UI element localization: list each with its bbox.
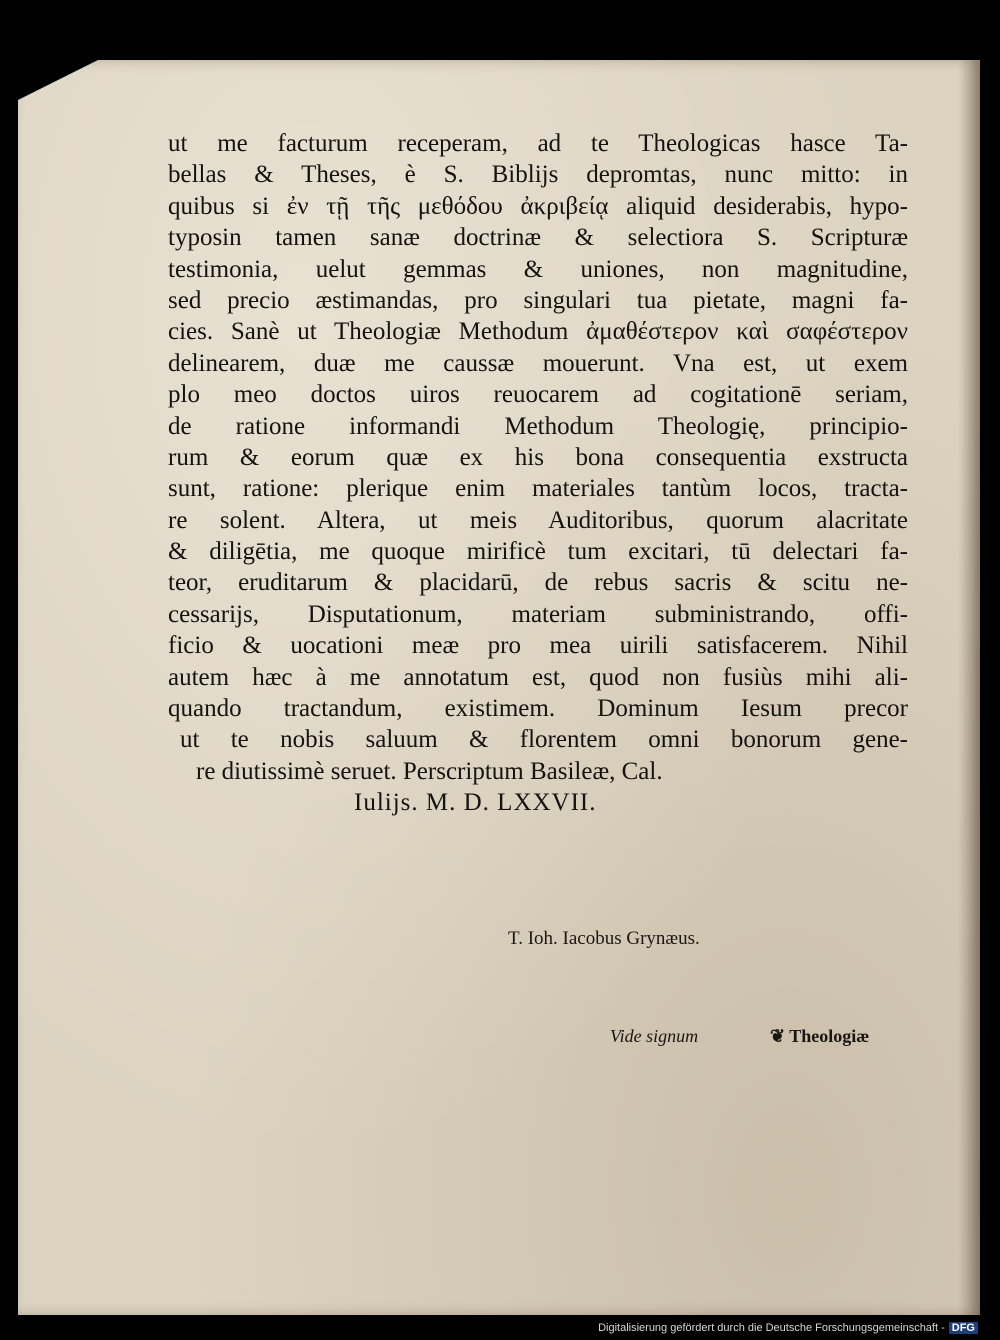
- text-line: de ratione informandi Methodum Theologię, principio-: [168, 412, 908, 440]
- digitization-credit: Digitalisierung gefördert durch die Deutsche Forschungsgemeinschaft - DFG: [598, 1322, 978, 1334]
- folded-page-corner: [18, 60, 98, 100]
- main-text: [168, 128, 908, 819]
- dfg-logo: DFG: [949, 1322, 978, 1334]
- text-line: re diutissimè seruet. Perscriptum Basileæ, Cal.: [196, 757, 663, 785]
- printer-mark-icon: ❦: [770, 1026, 790, 1046]
- text-line: ut me facturum receperam, ad te Theologicas hasce Ta-: [168, 130, 908, 157]
- text-line: & diligētia, me quoque mirificè tum excitari, tū delectari fa-: [168, 538, 908, 566]
- text-line: sed precio æstimandas, pro singulari tua pietate, magni fa-: [168, 286, 908, 314]
- text-line: teor, eruditarum & placidarū, de rebus sacris & scitu ne-: [168, 569, 908, 597]
- text-line: re solent. Altera, ut meis Auditoribus, quorum alacritate: [168, 506, 908, 534]
- catchword: ❦ Theologiæ: [770, 1026, 870, 1046]
- text-line: bellas & Theses, è S. Biblijs depromtas, nunc mitto: in: [168, 161, 908, 189]
- text-line: typosin tamen sanæ doctrinæ & selectiora S. Scripturæ: [168, 224, 908, 252]
- text-line: delinearem, duæ me caussæ mouerunt. Vna est, ut exem: [168, 349, 908, 377]
- text-line: quando tractandum, existimem. Dominum Iesum precor: [168, 695, 908, 723]
- text-line: plo meo doctos uiros reuocarem ad cogitationē seriam,: [168, 381, 908, 409]
- date-line: Iulijs. M. D. LXXVII.: [354, 789, 597, 817]
- text-line: quibus si ἐν τῇ τῆς μεθόδου ἀκριβείᾳ aliquid desiderabis, hypo-: [168, 192, 908, 220]
- text-line: ficio & uocationi meæ pro mea uirili satisfacerem. Nihil: [168, 632, 908, 660]
- signature: T. Ioh. Iacobus Grynæus.: [508, 928, 700, 949]
- text-line: cies. Sanè ut Theologiæ Methodum ἀμαθέστερον καὶ σαφέστερον: [168, 318, 908, 346]
- page-gutter-shadow: [958, 60, 980, 1315]
- text-line: rum & eorum quæ ex his bona consequentia exstructa: [168, 443, 908, 471]
- text-line: sunt, ratione: plerique enim materiales tantùm locos, tracta-: [168, 475, 908, 503]
- text-line: autem hæc à me annotatum est, quod non fusiùs mihi ali-: [168, 663, 908, 691]
- catchword-note: Vide signum: [610, 1026, 699, 1046]
- text-line: ut te nobis saluum & florentem omni bonorum gene-: [180, 726, 908, 754]
- text-line: testimonia, uelut gemmas & uniones, non magnitudine,: [168, 255, 908, 283]
- text-line: cessarijs, Disputationum, materiam subministrando, offi-: [168, 600, 908, 628]
